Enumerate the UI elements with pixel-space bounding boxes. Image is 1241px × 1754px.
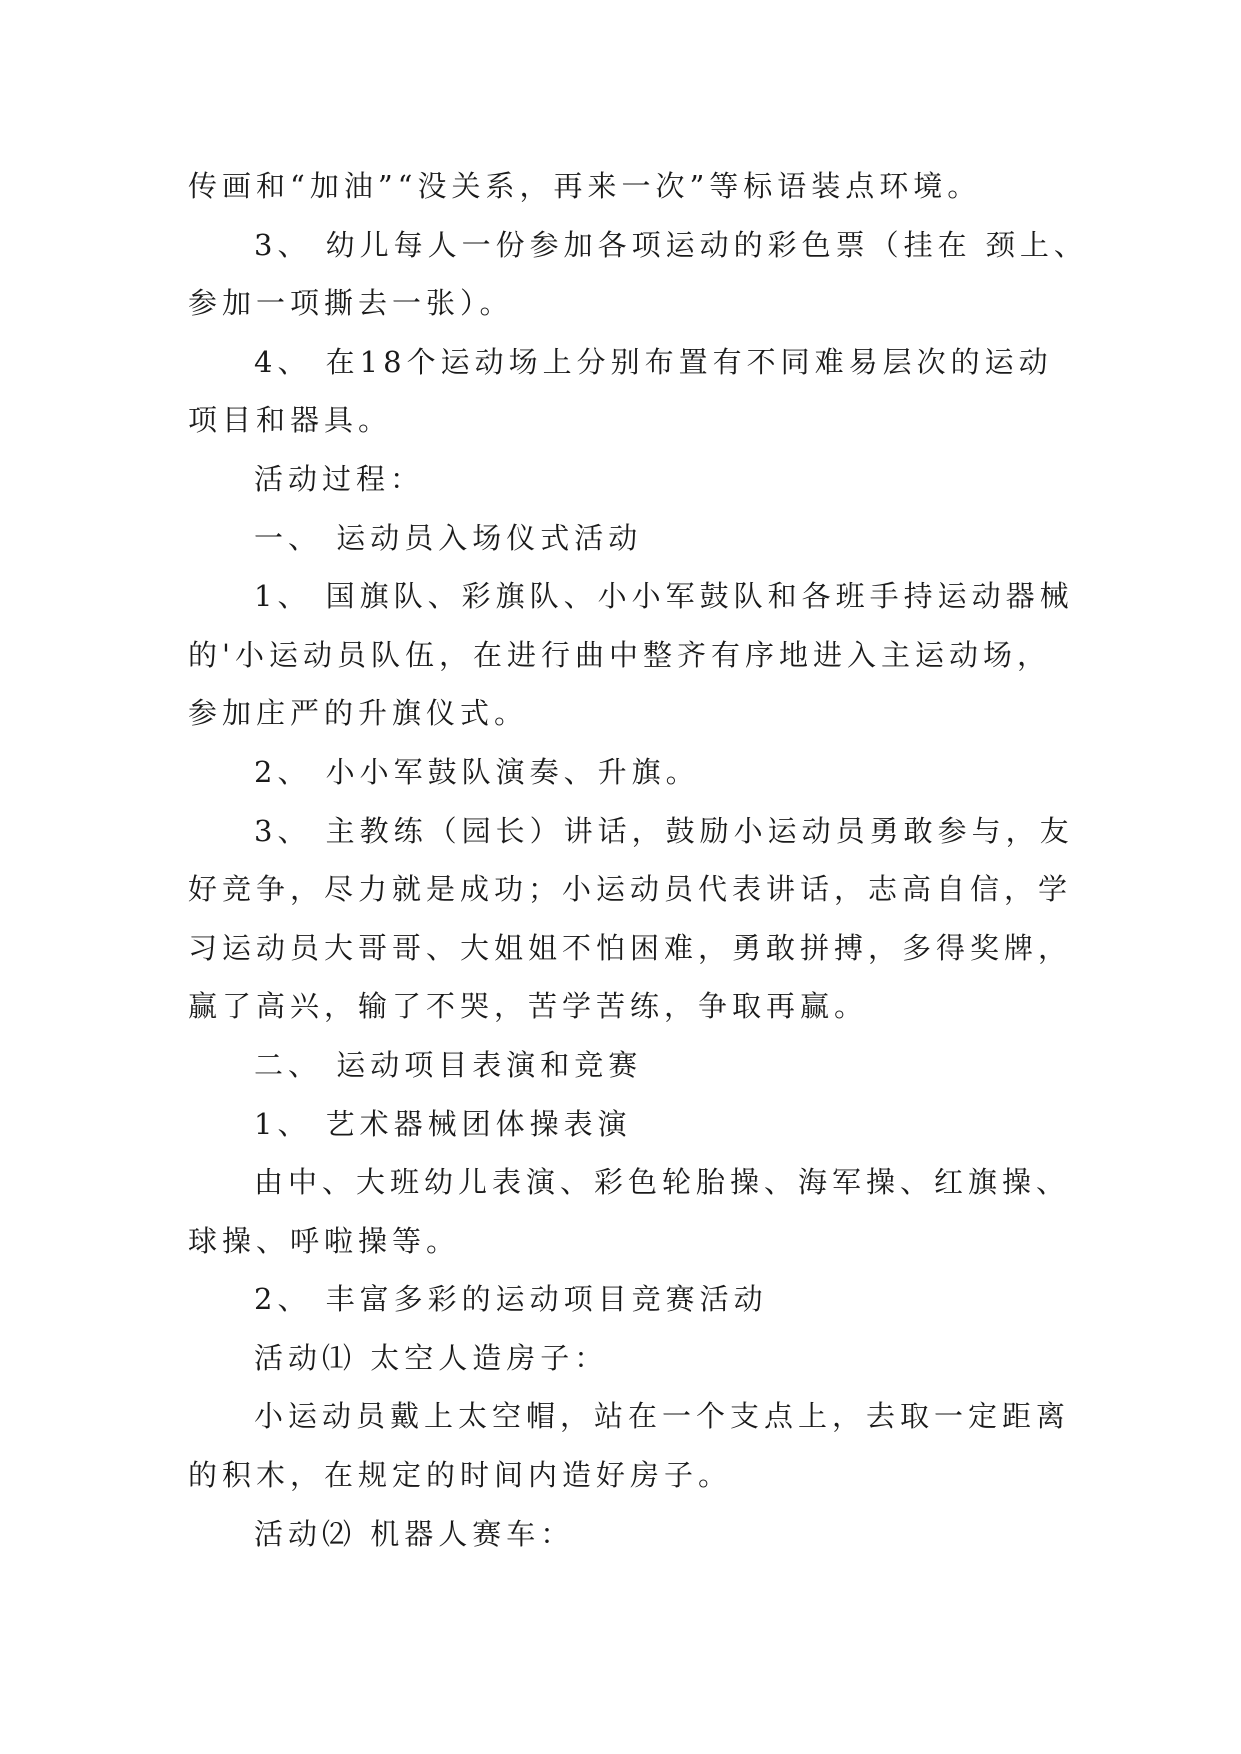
text-line: 赢了高兴，输了不哭，苦学苦练，争取再赢。 — [188, 989, 869, 1024]
section-heading: 二、 运动项目表演和竞赛 — [254, 1047, 643, 1082]
text-line: 由中、大班幼儿表演、彩色轮胎操、海军操、红旗操、 — [254, 1165, 1071, 1200]
text-line: 3、 幼儿每人一份参加各项运动的彩色票（挂在 颈上、 — [254, 227, 1088, 262]
text-line: 4、 在18个运动场上分别布置有不同难易层次的运动 — [254, 344, 1053, 379]
document-body — [188, 157, 1088, 1563]
subsection-heading: 2、 丰富多彩的运动项目竞赛活动 — [254, 1282, 768, 1317]
text-line: 的积木，在规定的时间内造好房子。 — [188, 1458, 733, 1493]
text-line: 传画和“加油”“没关系，再来一次”等标语装点环境。 — [188, 169, 982, 203]
text-line: 球操、呼啦操等。 — [188, 1223, 461, 1258]
activity-heading: 活动⑴ 太空人造房子： — [254, 1340, 609, 1375]
text-line: 项目和器具。 — [188, 403, 393, 438]
text-line: 1、 国旗队、彩旗队、小小军鼓队和各班手持运动器械 — [254, 579, 1074, 614]
text-line: 习运动员大哥哥、大姐姐不怕困难，勇敢拼搏，多得奖牌， — [188, 930, 1073, 965]
section-heading: 活动过程： — [254, 461, 425, 496]
text-line: 的'小运动员队伍，在进行曲中整齐有序地进入主运动场， — [188, 637, 1051, 672]
section-heading: 一、 运动员入场仪式活动 — [254, 520, 643, 555]
text-line: 3、 主教练（园长）讲话，鼓励小运动员勇敢参与，友 — [254, 813, 1074, 848]
text-line: 2、 小小军鼓队演奏、升旗。 — [254, 754, 700, 789]
text-line: 小运动员戴上太空帽，站在一个支点上，去取一定距离 — [254, 1399, 1071, 1434]
text-line: 参加庄严的升旗仪式。 — [188, 696, 529, 731]
text-line: 好竞争，尽力就是成功；小运动员代表讲话，志高自信，学 — [188, 872, 1073, 907]
text-line: 参加一项撕去一张）。 — [188, 286, 514, 321]
subsection-heading: 1、 艺术器械团体操表演 — [254, 1106, 632, 1141]
activity-heading: 活动⑵ 机器人赛车： — [254, 1516, 575, 1551]
